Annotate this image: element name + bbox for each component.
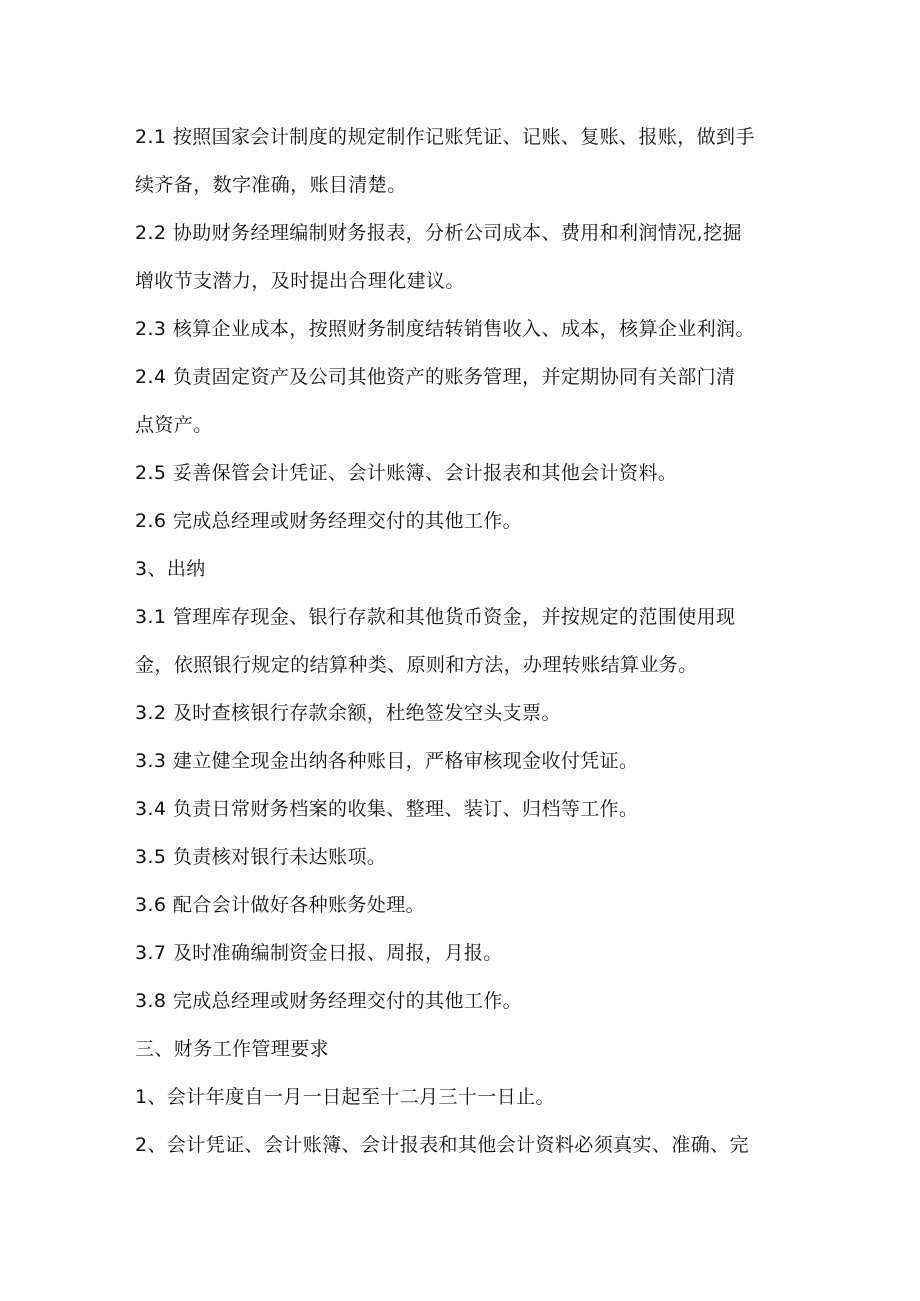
text-line-3-8: 3.8 完成总经理或财务经理交付的其他工作。: [135, 990, 523, 1012]
text-line-3-5: 3.5 负责核对银行未达账项。: [135, 846, 387, 868]
text-line-req-2: 2、会计凭证、会计账簿、会计报表和其他会计资料必须真实、准确、完: [135, 1134, 749, 1156]
text-line-2-4: 2.4 负责固定资产及公司其他资产的账务管理，并定期协同有关部门清: [135, 366, 736, 388]
text-line-2-1-cont: 续齐备，数字准确，账目清楚。: [135, 174, 407, 196]
text-line-3-7: 3.7 及时准确编制资金日报、周报，月报。: [135, 942, 503, 964]
text-line-2-3: 2.3 核算企业成本，按照财务制度结转销售收入、成本，核算企业利润。: [135, 318, 755, 340]
text-line-3-1-cont: 金，依照银行规定的结算种类、原则和方法，办理转账结算业务。: [135, 654, 698, 676]
text-line-2-5: 2.5 妥善保管会计凭证、会计账簿、会计报表和其他会计资料。: [135, 462, 678, 484]
text-line-2-1: 2.1 按照国家会计制度的规定制作记账凭证、记账、复账、报账，做到手: [135, 126, 755, 148]
text-line-3-4: 3.4 负责日常财务档案的收集、整理、装订、归档等工作。: [135, 798, 639, 820]
text-line-2-2-cont: 增收节支潜力，及时提出合理化建议。: [135, 270, 465, 292]
text-line-3-1: 3.1 管理库存现金、银行存款和其他货币资金，并按规定的范围使用现: [135, 606, 736, 628]
document-body: [135, 113, 795, 1169]
text-line-2-4-cont: 点资产。: [135, 414, 213, 436]
text-line-3-6: 3.6 配合会计做好各种账务处理。: [135, 894, 426, 916]
text-line-3-3: 3.3 建立健全现金出纳各种账目，严格审核现金收付凭证。: [135, 750, 639, 772]
text-line-2-2: 2.2 协助财务经理编制财务报表，分析公司成本、费用和利润情况,挖掘: [135, 222, 742, 244]
section-heading-management-requirements: 三、财务工作管理要求: [135, 1038, 330, 1060]
text-line-3-2: 3.2 及时查核银行存款余额，杜绝签发空头支票。: [135, 702, 561, 724]
text-line-2-6: 2.6 完成总经理或财务经理交付的其他工作。: [135, 510, 523, 532]
text-line-req-1: 1、会计年度自一月一日起至十二月三十一日止。: [135, 1086, 555, 1108]
section-heading-cashier: 3、出纳: [135, 558, 206, 580]
